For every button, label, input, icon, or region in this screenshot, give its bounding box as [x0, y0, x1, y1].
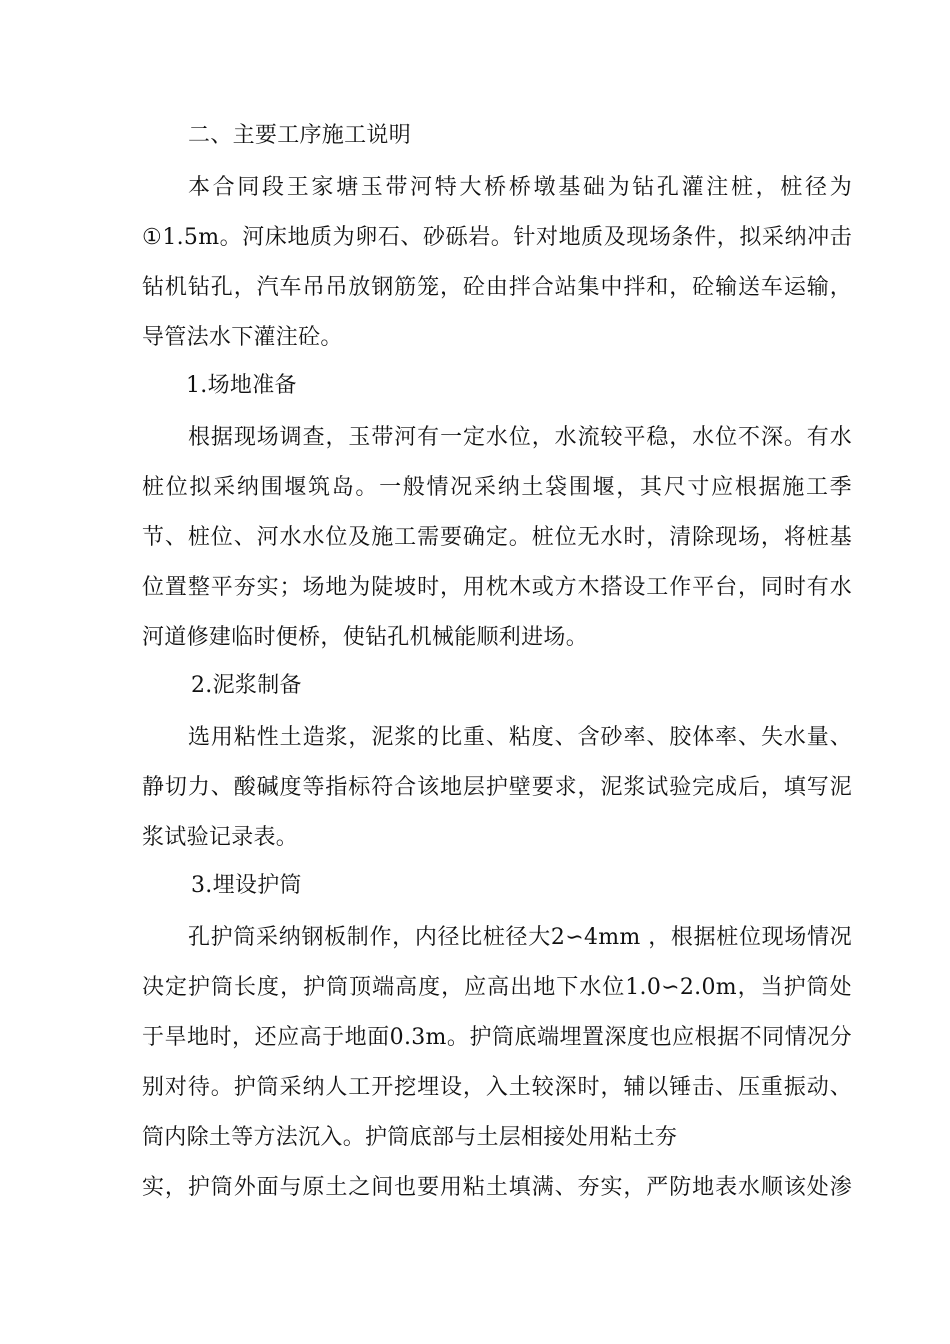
subsection-title-site-prep: 1.场地准备 — [186, 373, 297, 398]
paragraph-line: 根据现场调查，玉带河有一定水位，水流较平稳，水位不深。有水 — [188, 425, 852, 450]
paragraph-line: 桩位拟采纳围堰筑岛。一般情况采纳土袋围堰，其尺寸应根据施工季 — [142, 475, 852, 500]
paragraph-line: 浆试验记录表。 — [142, 825, 299, 850]
intro-line: 本合同段王家塘玉带河特大桥桥墩基础为钻孔灌注桩，桩径为 — [188, 175, 852, 200]
section-heading: 二、主要工序施工说明 — [188, 123, 412, 148]
paragraph-line: 河道修建临时便桥，使钻孔机械能顺利进场。 — [142, 625, 589, 650]
paragraph-line: 决定护筒长度，护筒顶端高度，应高出地下水位1.0∽2.0m，当护筒处 — [142, 975, 852, 1000]
paragraph-line: 静切力、酸碱度等指标符合该地层护壁要求，泥浆试验完成后，填写泥 — [142, 775, 852, 800]
paragraph-line: 实，护筒外面与原土之间也要用粘土填满、夯实，严防地表水顺该处渗 — [142, 1175, 852, 1200]
paragraph-line: 孔护筒采纳钢板制作，内径比桩径大2∽4mm ，根据桩位现场情况 — [188, 925, 852, 950]
subsection-title-casing: 3.埋设护筒 — [191, 873, 302, 898]
paragraph-line: 位置整平夯实；场地为陡坡时，用枕木或方木搭设工作平台，同时有水 — [142, 575, 852, 600]
paragraph-line: 节、桩位、河水水位及施工需要确定。桩位无水时，清除现场，将桩基 — [142, 525, 852, 550]
subsection-title-mud: 2.泥浆制备 — [191, 673, 302, 698]
paragraph-line: 筒内除土等方法沉入。护筒底部与土层相接处用粘土夯 — [142, 1125, 678, 1150]
intro-line: 钻机钻孔，汽车吊吊放钢筋笼，砼由拌合站集中拌和，砼输送车运输， — [142, 275, 852, 300]
paragraph-line: 于旱地时，还应高于地面0.3m。护筒底端埋置深度也应根据不同情况分 — [142, 1025, 852, 1050]
intro-line: 导管法水下灌注砼。 — [142, 325, 343, 350]
paragraph-line: 别对待。护筒采纳人工开挖埋设，入土较深时，辅以锤击、压重振动、 — [142, 1075, 852, 1100]
paragraph-line: 选用粘性土造浆，泥浆的比重、粘度、含砂率、胶体率、失水量、 — [188, 725, 852, 750]
intro-line: ①1.5m。河床地质为卵石、砂砾岩。针对地质及现场条件，拟采纳冲击 — [142, 225, 852, 250]
